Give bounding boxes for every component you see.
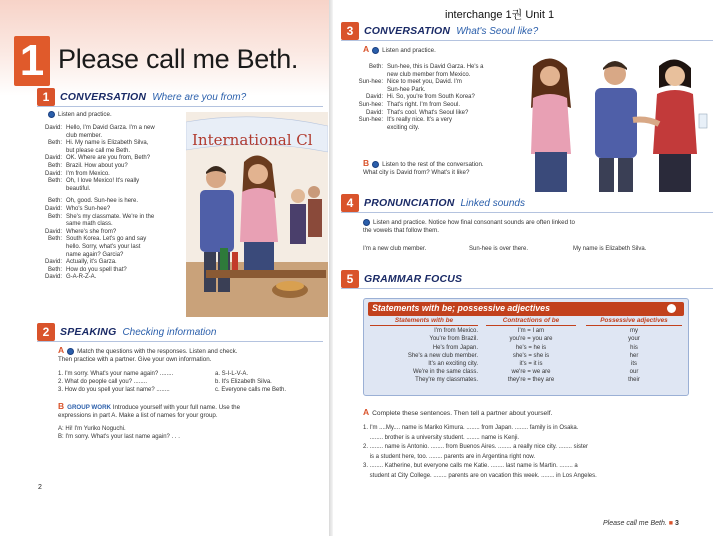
exercise-line: 2. ........ name is Antonio. ........ from Buenos Aires. ........ a really nice city. ........ sister	[363, 444, 588, 451]
illustration-introduction-scene	[523, 44, 718, 192]
section-4-title: PRONUNCIATION	[364, 197, 455, 209]
dialog-speaker: David:	[44, 170, 62, 177]
dialog-text: Sun-hee Park.	[387, 86, 426, 93]
dialog-line	[44, 214, 164, 222]
dialog-speaker: David:	[44, 228, 62, 235]
dialog-speaker: Sun-hee:	[358, 79, 383, 86]
grammar-possessive-row: his	[630, 344, 638, 351]
grammar-col-contractions	[486, 317, 576, 385]
section-4-header	[341, 194, 525, 212]
dialog-text: It's really nice. It's a very	[387, 117, 452, 124]
dialog-line	[355, 79, 525, 87]
grammar-contraction-row: I'm = I am	[517, 328, 545, 335]
dialog-text: G-A-R-Z-A.	[66, 274, 97, 281]
dialog-text: but please call me Beth.	[66, 147, 131, 154]
audio-cd-icon[interactable]	[67, 348, 74, 355]
dialog-speaker: Sun-hee:	[358, 117, 383, 124]
dialog-text: That's cool. What's Seoul like?	[387, 109, 469, 116]
dialog-text: hello. Sorry, what's your last	[66, 243, 141, 250]
section-3-number: 3	[341, 22, 359, 40]
matching-questions	[58, 370, 198, 394]
section-5-number: 5	[341, 270, 359, 288]
grammar-possessive-row: our	[629, 369, 639, 376]
dialog-line	[44, 186, 164, 194]
unit-number: 1	[14, 36, 50, 86]
dialog-line	[44, 178, 164, 186]
section-3-rule	[341, 40, 713, 41]
dialog-line	[44, 171, 164, 179]
dialog-text: Oh, I love Mexico! It's really	[66, 178, 140, 185]
part-a-label: A	[363, 407, 370, 417]
dialog-text: Nice to meet you, David. I'm	[387, 79, 462, 86]
section-3b-instruction: B Listen to the rest of the conversation. What city is David from? What's it like?	[363, 158, 484, 176]
dialog-line	[44, 244, 164, 252]
exercise-line: is a student here, too. ........ parents are in Argentina right now.	[363, 453, 536, 460]
dialog-text: South Korea. Let's go and say	[66, 236, 147, 243]
dialog-line	[44, 206, 164, 214]
banner-sign-text: International Cl	[192, 131, 313, 149]
dialog-speaker: Beth:	[47, 162, 62, 169]
dialog-text: beautiful.	[66, 185, 91, 192]
grammar-col-possessives	[586, 317, 682, 385]
grammar-statement-row: They're my classmates.	[415, 377, 478, 384]
section-4-instruction: Listen and practice. Notice how final consonant sounds are often linked to the vowels that follow them.	[363, 219, 575, 235]
section-2a-instruction: A Match the questions with the responses. Listen and check. Then practice with a partner. Give your own information.	[58, 345, 238, 363]
grammar-statement-row: We're in the same class.	[412, 369, 478, 376]
grammar-col1-header: Statements with be	[370, 317, 478, 326]
grammar-exercise-list	[363, 424, 713, 482]
dialog-speaker: David:	[44, 155, 62, 162]
dialog-line	[44, 125, 164, 133]
dialog-line	[44, 267, 164, 275]
audio-cd-icon[interactable]	[48, 111, 55, 118]
dialog-line	[44, 155, 164, 163]
right-page	[333, 0, 720, 536]
dialog-text: I'm from Mexico.	[66, 170, 110, 177]
section-2-subtitle: Checking information	[122, 326, 217, 338]
dialog-speaker	[355, 87, 387, 95]
footer-text: Please call me Beth.	[603, 520, 667, 527]
grammar-possessive-row: your	[628, 336, 640, 343]
dialog-line	[355, 125, 525, 133]
dialog-line	[44, 133, 164, 141]
section-5-rule	[341, 288, 713, 289]
dialog-line	[44, 229, 164, 237]
section-3-subtitle: What's Seoul like?	[456, 25, 539, 37]
exercise-line: 1. I'm ....My.... name is Mariko Kimura. ........ from Japan. ........ family is in Osaka.	[363, 425, 579, 431]
grammar-statement-row: He's from Japan.	[432, 344, 478, 351]
dialog-text: Oh, good. Sun-hee is here.	[66, 198, 139, 205]
dialog-speaker: David:	[44, 125, 62, 131]
dialog-text: Brazil. How about you?	[66, 162, 128, 169]
section-4-rule	[341, 212, 713, 213]
matching-question: 1. I'm sorry. What's your name again? ........	[58, 371, 174, 377]
group-work-examples	[58, 425, 318, 441]
dialog-text: same math class.	[66, 221, 113, 228]
matching-question: 2. What do people call you? ........	[58, 379, 148, 385]
grammar-col3-header: Possessive adjectives	[586, 317, 682, 326]
section-2-rule	[37, 341, 323, 342]
part-b-label: B	[363, 158, 370, 168]
section-2-number: 2	[37, 323, 55, 341]
pronunciation-example-2: Sun-hee is over there.	[469, 246, 529, 252]
section-5-header	[341, 270, 462, 288]
left-page	[0, 0, 329, 536]
section-3-header	[341, 22, 538, 40]
dialog-line	[355, 117, 525, 125]
grammar-statement-row: I'm from Mexico.	[434, 328, 478, 335]
grammar-table-header	[368, 302, 684, 316]
dialog-speaker: Beth:	[368, 64, 383, 70]
grammar-contraction-row: it's = it is	[519, 361, 543, 368]
footer-bullet-icon: ■	[668, 520, 673, 527]
dialog-line	[44, 236, 164, 244]
audio-cd-icon[interactable]	[667, 304, 676, 313]
dialog-text: Hi. My name is Elizabeth Silva,	[66, 140, 149, 147]
audio-cd-icon[interactable]	[372, 161, 379, 168]
dialog-text: That's right. I'm from Seoul.	[387, 101, 460, 108]
dialog-line	[355, 64, 525, 72]
unit-title: Please call me Beth.	[58, 44, 299, 74]
unit-banner	[0, 0, 329, 96]
illustration-party-scene	[186, 112, 328, 317]
matching-response: b. It's Elizabeth Silva.	[215, 379, 272, 385]
part-b-label: B	[58, 401, 65, 411]
dialog-line	[44, 274, 164, 282]
matching-response: c. Everyone calls me Beth.	[215, 387, 287, 393]
section-2-title: SPEAKING	[60, 326, 117, 338]
dialog-speaker: Beth:	[47, 198, 62, 205]
dialog-line	[44, 252, 164, 260]
dialog-text: new club member from Mexico.	[387, 71, 471, 78]
introduction-illustration-svg	[523, 44, 718, 192]
matching-responses	[215, 370, 325, 394]
dialog-text: Hello, I'm David Garza. I'm a new	[66, 125, 155, 131]
section-1-title: CONVERSATION	[60, 91, 147, 103]
dialog-line	[355, 72, 525, 80]
grammar-contraction-row: you're = you are	[509, 336, 553, 343]
grammar-contraction-row: they're = they are	[507, 377, 555, 384]
dialog-line	[44, 198, 164, 206]
dialog-text: exciting city.	[387, 124, 420, 131]
pronunciation-example-1: I'm a new club member.	[363, 246, 427, 252]
section-5-title: GRAMMAR FOCUS	[364, 273, 463, 285]
section-2-header	[37, 323, 216, 341]
grammar-contraction-row: we're = we are	[511, 369, 551, 376]
dialog-speaker: David:	[44, 274, 62, 281]
section-5a-instruction: A Complete these sentences. Then tell a partner about yourself.	[363, 407, 553, 417]
example-line: B: I'm sorry. What's your last name again? . . .	[58, 434, 180, 440]
grammar-col2-header: Contractions of be	[486, 317, 576, 326]
dialog-line	[44, 148, 164, 156]
dialog-text: Hi. So, you're from South Korea?	[387, 94, 475, 101]
dialog-speaker	[44, 244, 66, 252]
conversation-3-dialog	[355, 64, 525, 132]
dialog-text: Where's she from?	[66, 228, 117, 235]
section-4-subtitle: Linked sounds	[460, 197, 525, 209]
dialog-line	[44, 163, 164, 171]
dialog-speaker: David:	[365, 109, 383, 116]
dialog-speaker: Beth:	[47, 140, 62, 147]
section-4-number: 4	[341, 194, 359, 212]
dialog-text: Who's Sun-hee?	[66, 205, 111, 212]
conversation-1-dialog	[44, 125, 164, 282]
grammar-statement-row: She's a new club member.	[407, 352, 478, 359]
dialog-speaker	[44, 221, 66, 229]
exercise-line: ........ brother is a university student. ........ name is Kenji.	[363, 434, 520, 441]
dialog-speaker	[44, 133, 66, 141]
matching-response: a. S-I-L-V-A.	[215, 371, 249, 377]
grammar-table-box	[363, 298, 689, 396]
grammar-possessive-row: their	[628, 377, 640, 384]
matching-question: 3. How do you spell your last name? ........	[58, 387, 170, 393]
dialog-speaker	[355, 125, 387, 133]
grammar-statement-row: It's an exciting city.	[428, 361, 478, 368]
dialog-line	[44, 140, 164, 148]
dialog-speaker: Beth:	[47, 236, 62, 243]
dialog-line	[355, 110, 525, 118]
dialog-speaker: Sun-hee:	[358, 101, 383, 108]
section-3a-instruction: A Listen and practice.	[363, 44, 436, 54]
section-1-instruction: Listen and practice.	[48, 111, 112, 119]
grammar-possessive-row: its	[631, 361, 637, 368]
section-2b-instruction: B GROUP WORK Introduce yourself with your full name. Use the expressions in part A. Make a list of names for your group.	[58, 401, 241, 419]
dialog-speaker	[44, 252, 66, 260]
dialog-speaker: David:	[44, 205, 62, 212]
dialog-line	[355, 94, 525, 102]
section-1-subtitle: Where are you from?	[152, 91, 247, 103]
section-1-number: 1	[37, 88, 55, 106]
dialog-text: Actually, it's Garza.	[66, 259, 117, 266]
dialog-speaker: David:	[44, 259, 62, 266]
dialog-speaker: Beth:	[47, 178, 62, 185]
grammar-col-statements	[370, 317, 478, 385]
group-work-label: GROUP WORK	[67, 404, 112, 411]
grammar-possessive-row: my	[630, 328, 638, 335]
dialog-speaker: David:	[365, 94, 383, 101]
book-caption: interchange 1권 Unit 1	[445, 9, 555, 21]
audio-cd-icon[interactable]	[363, 219, 370, 226]
dialog-speaker	[44, 148, 66, 156]
dialog-line	[355, 87, 525, 95]
grammar-contraction-row: he's = he is	[515, 344, 547, 351]
grammar-possessive-row: her	[629, 352, 639, 359]
dialog-line	[44, 221, 164, 229]
right-page-footer	[603, 520, 679, 527]
pronunciation-example-3: My name is Elizabeth Silva.	[573, 246, 647, 252]
dialog-speaker	[44, 186, 66, 194]
dialog-text: How do you spell that?	[66, 266, 127, 273]
dialog-text: She's my classmate. We're in the	[66, 213, 155, 220]
section-3-title: CONVERSATION	[364, 25, 451, 37]
section-1-rule	[37, 106, 323, 107]
dialog-line	[355, 102, 525, 110]
dialog-text: club member.	[66, 132, 103, 139]
right-page-number: 3	[674, 520, 679, 527]
dialog-line	[44, 259, 164, 267]
dialog-text: name again? Garcia?	[66, 251, 124, 258]
grammar-contraction-row: she's = she is	[512, 352, 550, 359]
dialog-speaker: Beth:	[47, 213, 62, 220]
dialog-speaker: Beth:	[47, 266, 62, 273]
party-illustration-svg	[186, 112, 328, 317]
grammar-statement-row: You're from Brazil.	[429, 336, 478, 343]
grammar-table-title: Statements with be; possessive adjectives	[372, 303, 550, 313]
part-a-label: A	[58, 345, 65, 355]
audio-cd-icon[interactable]	[372, 47, 379, 54]
example-line: A: Hi! I'm Yuriko Noguchi.	[58, 426, 126, 432]
dialog-text: Sun-hee, this is David Garza. He's a	[387, 64, 484, 70]
part-a-label: A	[363, 44, 370, 54]
exercise-line: 3. ........ Katherine, but everyone calls me Katie. ........ last name is Martin. ........ a	[363, 463, 578, 470]
dialog-speaker	[355, 72, 387, 80]
dialog-text: OK. Where are you from, Beth?	[66, 155, 151, 162]
exercise-line: student at City College. ........ parents are on vacation this week. ........ in Los Angeles.	[363, 472, 597, 479]
section-1-header	[37, 88, 246, 106]
left-page-number: 2	[38, 484, 42, 491]
